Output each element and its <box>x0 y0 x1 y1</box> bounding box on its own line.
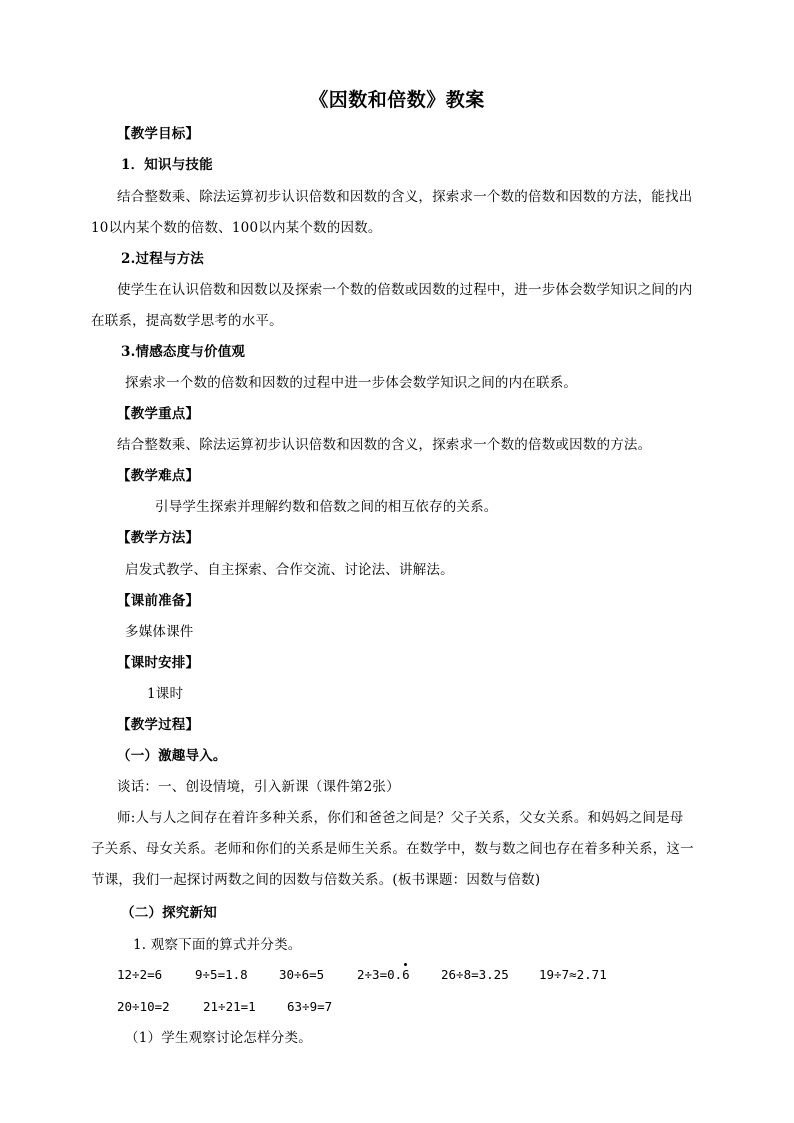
paragraph-line: 结合整数乘、除法运算初步认识倍数和因数的含义，探索求一个数的倍数或因数的方法。 <box>117 437 652 453</box>
paragraph-line: 师:人与人之间存在着许多种关系，你们和爸爸之间是？父子关系，父女关系。和妈妈之间是母 <box>117 810 684 826</box>
part1-heading: （一）激趣导入。 <box>117 748 227 764</box>
section-knowledge-skills-heading: 1．知识与技能 <box>121 157 213 173</box>
page-title: 《因数和倍数》教案 <box>309 89 485 111</box>
paragraph-line: 1课时 <box>147 686 184 702</box>
equation: 21÷21=1 <box>203 999 256 1014</box>
equation: 63÷9=7 <box>287 999 333 1014</box>
key-points-heading: 【教学重点】 <box>117 406 200 422</box>
section-process-method-heading: 2.过程与方法 <box>121 251 204 267</box>
methods-heading: 【教学方法】 <box>117 530 200 546</box>
paragraph-line: 谈话：一、创设情境，引入新课（课件第2张） <box>117 779 400 795</box>
equation: 30÷6=5 <box>279 967 325 982</box>
equation: 12÷2=6 <box>117 967 163 982</box>
paragraph-line: 启发式教学、自主探索、合作交流、讨论法、讲解法。 <box>125 562 454 578</box>
paragraph-line: 10以内某个数的倍数、100以内某个数的因数。 <box>91 220 382 236</box>
paragraph-line: 子关系、母女关系。老师和你们的关系是师生关系。在数学中，数与数之间也存在着多种关系，这一 <box>91 841 694 857</box>
equation: 20÷10=2 <box>117 999 170 1014</box>
schedule-heading: 【课时安排】 <box>117 655 200 671</box>
equation: 19÷7≈2.71 <box>539 967 607 982</box>
preparation-heading: 【课前准备】 <box>117 593 200 609</box>
paragraph-line: 节课，我们一起探讨两数之间的因数与倍数关系。(板书课题：因数与倍数) <box>91 872 541 888</box>
paragraph-line: 引导学生探索并理解约数和倍数之间的相互依存的关系。 <box>155 499 498 515</box>
part2-heading: （二）探究新知 <box>121 905 217 921</box>
process-heading: 【教学过程】 <box>117 717 200 733</box>
paragraph-line: 在联系，提高数学思考的水平。 <box>91 313 283 329</box>
objectives-heading: 【教学目标】 <box>117 126 200 142</box>
section-attitude-values-heading: 3.情感态度与价值观 <box>121 344 246 360</box>
equation-repeating-decimal <box>357 966 410 984</box>
repeating-digit: 6 <box>402 967 410 982</box>
paragraph-line: 使学生在认识倍数和因数以及探索一个数的倍数或因数的过程中，进一步体会数学知识之间的内 <box>117 282 693 298</box>
paragraph-line: 探索求一个数的倍数和因数的过程中进一步体会数学知识之间的内在联系。 <box>125 375 578 391</box>
step-1-text: 1. 观察下面的算式并分类。 <box>133 937 302 953</box>
paragraph-line: 结合整数乘、除法运算初步认识倍数和因数的含义，探索求一个数的倍数和因数的方法，能找出 <box>117 189 693 205</box>
equation: 26÷8=3.25 <box>441 967 509 982</box>
difficulties-heading: 【教学难点】 <box>117 468 200 484</box>
step-1-subitem: （1）学生观察讨论怎样分类。 <box>125 1030 312 1046</box>
equation-text: 2÷3=0. <box>357 967 403 982</box>
paragraph-line: 多媒体课件 <box>125 624 194 640</box>
equation: 9÷5=1.8 <box>195 967 248 982</box>
